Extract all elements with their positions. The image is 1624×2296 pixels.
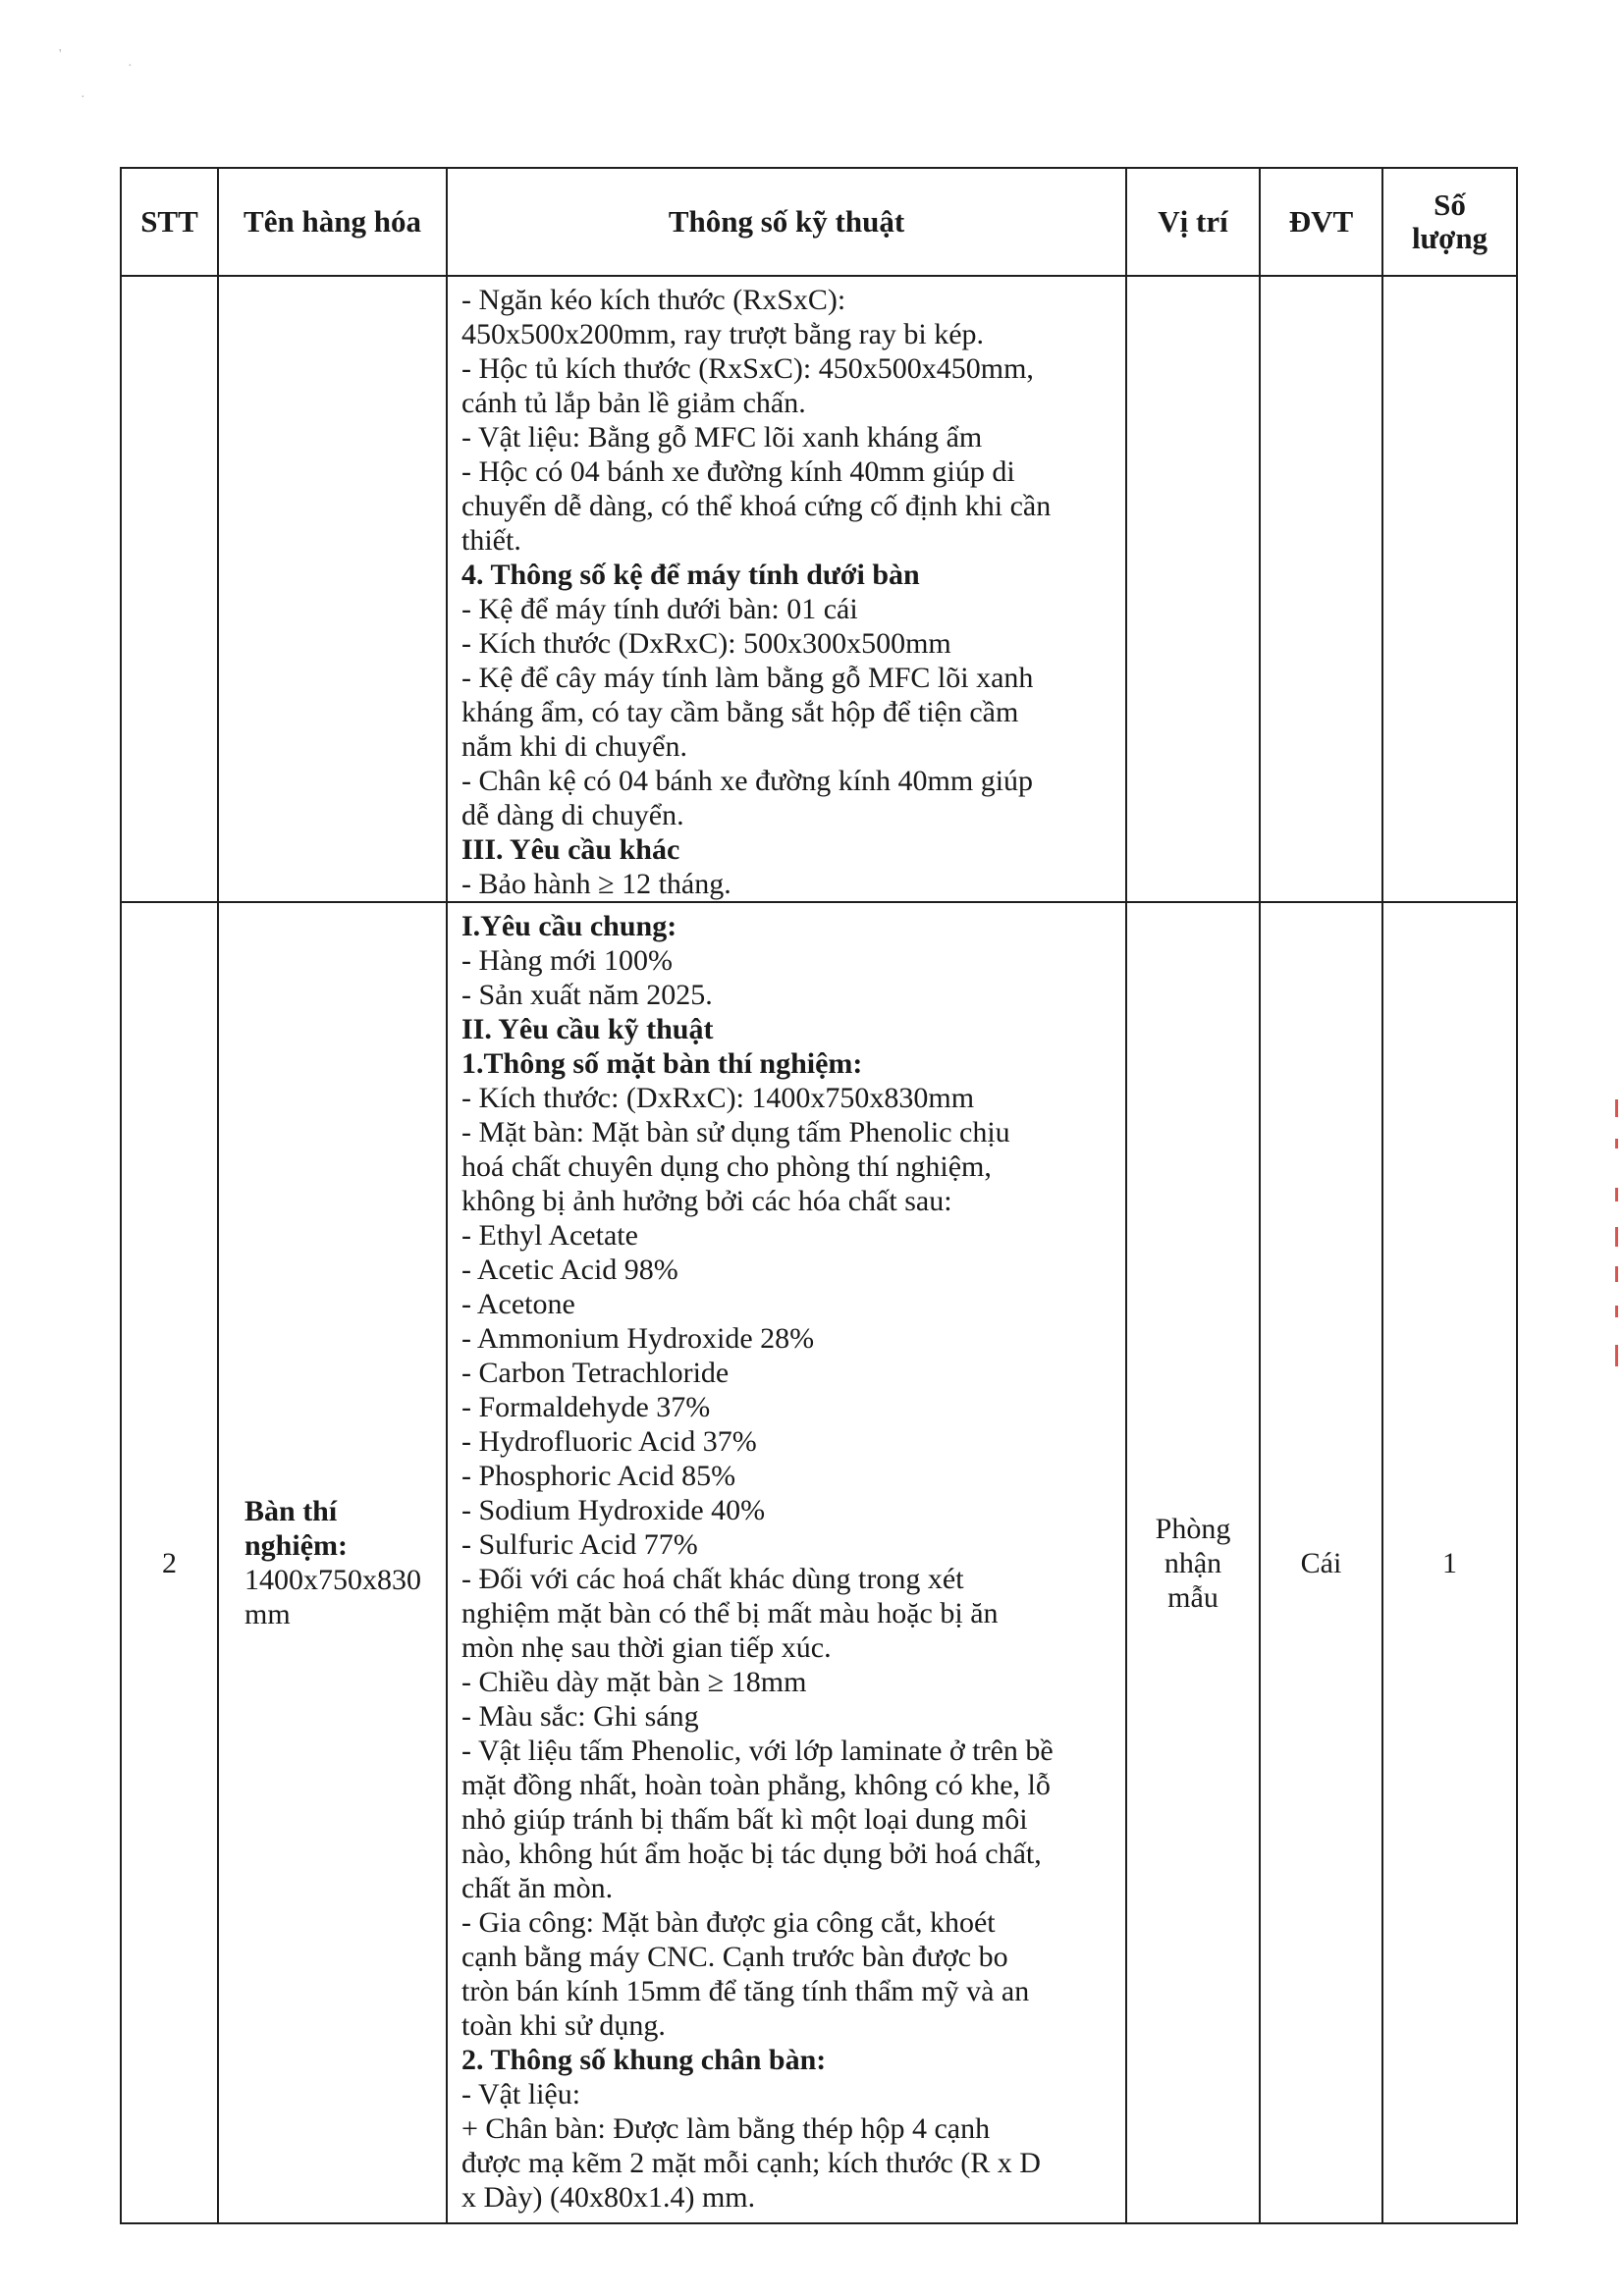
- row2-qty: 1: [1382, 902, 1517, 2223]
- spec-line: - Ngăn kéo kích thước (RxSxC):: [461, 284, 846, 316]
- spec-line: - Sản xuất năm 2025.: [461, 979, 713, 1011]
- spec-line: 2. Thông số khung chân bàn:: [461, 2044, 827, 2076]
- spec-line: - Hàng mới 100%: [461, 944, 673, 977]
- scan-speck: ': [59, 47, 62, 62]
- spec-line: toàn khi sử dụng.: [461, 2009, 666, 2042]
- spec-line: nắm khi di chuyển.: [461, 730, 687, 763]
- row2-unit: Cái: [1260, 902, 1382, 2223]
- row2-name: [218, 902, 447, 2223]
- spec-line: nào, không hút ẩm hoặc bị tác dụng bởi hoá chất,: [461, 1838, 1042, 1870]
- spec-line: cánh tủ lắp bản lề giảm chấn.: [461, 387, 806, 419]
- spec-line: thiết.: [461, 524, 521, 557]
- spec-line: - Kích thước: (DxRxC): 1400x750x830mm: [461, 1082, 975, 1114]
- spec-line: tròn bán kính 15mm để tăng tính thẩm mỹ và an: [461, 1975, 1030, 2007]
- spec-line: 4. Thông số kệ để máy tính dưới bàn: [461, 559, 920, 591]
- row1-unit: [1260, 276, 1382, 902]
- spec-line: - Sulfuric Acid 77%: [461, 1528, 698, 1561]
- header-spec: Thông số kỹ thuật: [447, 168, 1126, 276]
- spec-line: - Màu sắc: Ghi sáng: [461, 1700, 699, 1733]
- spec-line: - Bảo hành ≥ 12 tháng.: [461, 868, 731, 900]
- row2-location-line2: nhận: [1164, 1546, 1222, 1579]
- row1-name: [218, 276, 447, 902]
- spec-line: - Acetone: [461, 1288, 575, 1320]
- spec-table: [120, 167, 1518, 2224]
- header-location: Vị trí: [1126, 168, 1260, 276]
- spec-line: được mạ kẽm 2 mặt mỗi cạnh; kích thước (R x D: [461, 2147, 1041, 2179]
- table-row: [121, 902, 1517, 2223]
- spec-line: - Hydrofluoric Acid 37%: [461, 1425, 757, 1458]
- header-qty: [1382, 168, 1517, 276]
- spec-line: - Ammonium Hydroxide 28%: [461, 1322, 815, 1355]
- row2-name-line2: nghiệm:: [244, 1529, 348, 1562]
- row2-spec: [447, 902, 1126, 2223]
- row1-location: [1126, 276, 1260, 902]
- spec-line: không bị ảnh hưởng bởi các hóa chất sau:: [461, 1185, 952, 1217]
- row2-location-line1: Phòng: [1155, 1512, 1231, 1545]
- header-name: Tên hàng hóa: [218, 168, 447, 276]
- spec-line: - Vật liệu tấm Phenolic, với lớp laminate ở trên bề: [461, 1735, 1054, 1767]
- spec-line: nghiệm mặt bàn có thể bị mất màu hoặc bị ăn: [461, 1597, 999, 1629]
- row1-stt: [121, 276, 218, 902]
- scan-speck: ·: [81, 90, 85, 105]
- header-qty-line2: lượng: [1411, 221, 1489, 255]
- spec-line: - Formaldehyde 37%: [461, 1391, 711, 1423]
- header-row: [121, 168, 1517, 276]
- row2-stt: 2: [121, 902, 218, 2223]
- spec-line: chất ăn mòn.: [461, 1872, 614, 1904]
- spec-line: kháng ẩm, có tay cầm bằng sắt hộp để tiện cầm: [461, 696, 1019, 728]
- spec-line: - Chiều dày mặt bàn ≥ 18mm: [461, 1666, 807, 1698]
- row2-name-line3: 1400x750x830: [244, 1564, 421, 1596]
- spec-line: - Hộc có 04 bánh xe đường kính 40mm giúp di: [461, 455, 1015, 488]
- row2-name-line4: mm: [244, 1598, 291, 1630]
- spec-line: I.Yêu cầu chung:: [461, 910, 677, 942]
- row1-spec: [447, 276, 1126, 902]
- spec-line: hoá chất chuyên dụng cho phòng thí nghiệm,: [461, 1150, 992, 1183]
- row2-location-line3: mẫu: [1167, 1580, 1218, 1614]
- spec-line: - Gia công: Mặt bàn được gia công cắt, khoét: [461, 1906, 996, 1939]
- spec-line: - Kệ để cây máy tính làm bằng gỗ MFC lõi xanh: [461, 662, 1034, 694]
- spec-line: + Chân bàn: Được làm bằng thép hộp 4 cạnh: [461, 2112, 991, 2145]
- header-qty-line1: Số: [1434, 187, 1466, 222]
- spec-line: - Carbon Tetrachloride: [461, 1357, 730, 1389]
- spec-line: cạnh bằng máy CNC. Cạnh trước bàn được bo: [461, 1941, 1008, 1973]
- spec-line: mặt đồng nhất, hoàn toàn phẳng, không có khe, lỗ: [461, 1769, 1051, 1801]
- header-stt: STT: [121, 168, 218, 276]
- row2-location: [1126, 902, 1260, 2223]
- spec-line: 450x500x200mm, ray trượt bằng ray bi kép.: [461, 318, 985, 350]
- spec-line: - Mặt bàn: Mặt bàn sử dụng tấm Phenolic chịu: [461, 1116, 1010, 1148]
- row2-name-line1: Bàn thí: [244, 1495, 338, 1527]
- spec-line: II. Yêu cầu kỹ thuật: [461, 1013, 714, 1045]
- spec-line: - Kệ để máy tính dưới bàn: 01 cái: [461, 593, 858, 625]
- spec-line: - Acetic Acid 98%: [461, 1254, 678, 1286]
- spec-line: - Vật liệu: Bằng gỗ MFC lõi xanh kháng ẩm: [461, 421, 983, 454]
- scan-speck: ·: [128, 59, 133, 74]
- spec-line: dễ dàng di chuyển.: [461, 799, 684, 831]
- spec-line: - Kích thước (DxRxC): 500x300x500mm: [461, 627, 951, 660]
- red-stamp-edge: [1598, 1090, 1624, 1384]
- spec-line: III. Yêu cầu khác: [461, 833, 680, 866]
- spec-line: mòn nhẹ sau thời gian tiếp xúc.: [461, 1631, 832, 1664]
- spec-line: x Dày) (40x80x1.4) mm.: [461, 2181, 756, 2214]
- spec-line: - Sodium Hydroxide 40%: [461, 1494, 766, 1526]
- spec-line: 1.Thông số mặt bàn thí nghiệm:: [461, 1047, 863, 1080]
- spec-line: - Chân kệ có 04 bánh xe đường kính 40mm giúp: [461, 765, 1034, 797]
- table-row: [121, 276, 1517, 902]
- row1-qty: [1382, 276, 1517, 902]
- spec-line: - Hộc tủ kích thước (RxSxC): 450x500x450mm,: [461, 352, 1034, 385]
- spec-line: chuyển dễ dàng, có thể khoá cứng cố định khi cần: [461, 490, 1052, 522]
- spec-line: - Ethyl Acetate: [461, 1219, 638, 1252]
- spec-line: nhỏ giúp tránh bị thấm bất kì một loại dung môi: [461, 1803, 1028, 1836]
- spec-line: - Phosphoric Acid 85%: [461, 1460, 736, 1492]
- spec-line: - Vật liệu:: [461, 2078, 581, 2110]
- spec-line: - Đối với các hoá chất khác dùng trong xét: [461, 1563, 964, 1595]
- header-unit: ĐVT: [1260, 168, 1382, 276]
